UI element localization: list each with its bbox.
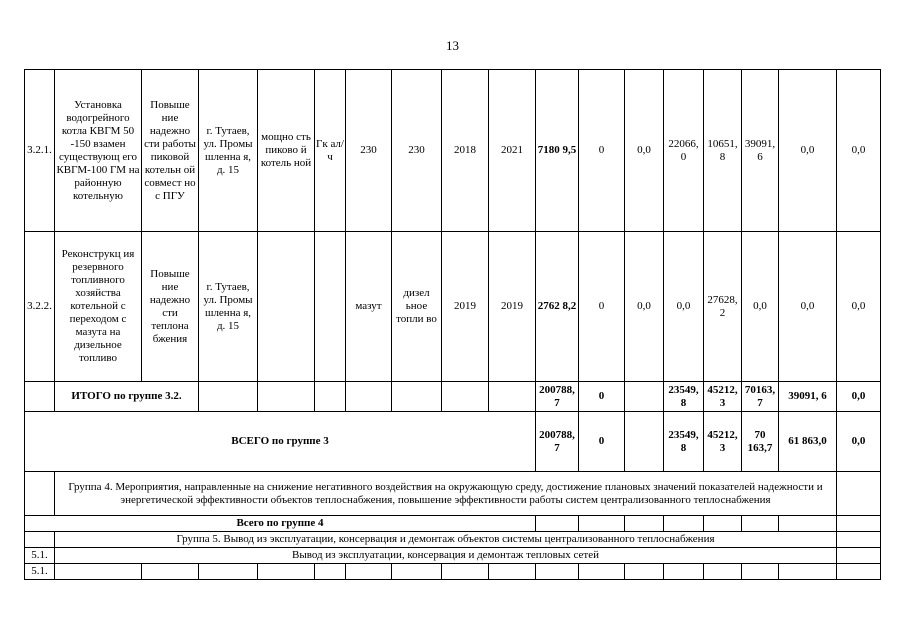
table-row [25,548,881,564]
empty-cell [837,564,881,580]
group-5-heading-row [25,532,881,548]
empty-cell [664,564,704,580]
cost-total: 200788, 7 [536,382,579,412]
group-4-heading-row [25,472,881,516]
total-label: ИТОГО по группе 3.2. [55,382,199,412]
cost-v1: 0 [579,232,625,382]
empty-cell [837,472,881,516]
cost-v5: 39091, 6 [742,70,779,232]
empty-cell [579,564,625,580]
cost-v4: 45212, 3 [704,412,742,472]
empty-cell [704,516,742,532]
cost-v5: 0,0 [742,232,779,382]
unit: Гк ал/ ч [315,70,346,232]
cost-v2: 0,0 [625,232,664,382]
cost-v2: 0,0 [625,70,664,232]
empty-cell [664,516,704,532]
measure-name: Установка водогрейного котла КВГМ 50 -150 взамен существующ его КВГМ-100 ГМ на районную котельную [55,70,142,232]
cost-v7: 0,0 [837,382,881,412]
row-number: 5.1. [25,564,55,580]
table-row [25,70,881,232]
table-row [25,232,881,382]
empty-cell [625,516,664,532]
investment-table [24,69,881,580]
group-3-2-total-row [25,382,881,412]
row-number [25,532,55,548]
empty-cell [199,564,258,580]
year-start: 2019 [442,232,489,382]
cost-v5: 70163, 7 [742,382,779,412]
measure-goal: Повыше ние надежно сти работы пиковой котельн ой совмест но с ПГУ [142,70,199,232]
empty-cell [579,516,625,532]
cost-v6: 39091, 6 [779,382,837,412]
year-end: 2019 [489,232,536,382]
cost-v6: 61 863,0 [779,412,837,472]
cost-v1: 0 [579,412,625,472]
measure-goal: Повыше ние надежно сти теплона бжения [142,232,199,382]
empty-cell [392,564,442,580]
cost-v4: 27628, 2 [704,232,742,382]
cost-v6: 0,0 [779,70,837,232]
empty-cell [258,382,315,412]
empty-cell [625,564,664,580]
table-row [25,564,881,580]
group-4-heading: Группа 4. Мероприятия, направленные на снижение негативного воздействия на окружающую среду, достижение плановых значений показателей надежности и энергетической эффективности объектов теплоснабжения, повышение эффективности работы систем централизованного теплоснабжения [55,472,837,516]
cost-v2 [625,382,664,412]
cost-v5: 70 163,7 [742,412,779,472]
cost-v7: 0,0 [837,70,881,232]
value-after: 230 [392,70,442,232]
object-address: г. Тутаев, ул. Промы шленна я, д. 15 [199,232,258,382]
empty-cell [346,382,392,412]
year-start: 2018 [442,70,489,232]
group-4-total-row [25,516,881,532]
cost-v3: 23549, 8 [664,412,704,472]
row-number: 3.2.1. [25,70,55,232]
group-5-heading: Группа 5. Вывод из эксплуатации, консервация и демонтаж объектов системы централизованного теплоснабжения [55,532,837,548]
empty-cell [315,564,346,580]
cost-v6: 0,0 [779,232,837,382]
row-number: 5.1. [25,548,55,564]
empty-cell [442,382,489,412]
empty-cell [536,564,579,580]
empty-cell [55,564,142,580]
value-before: мазут [346,232,392,382]
indicator-name: мощно сть пиково й котель ной [258,70,315,232]
cost-v3: 0,0 [664,232,704,382]
empty-cell [199,382,258,412]
empty-cell [142,564,199,580]
year-end: 2021 [489,70,536,232]
cost-v4: 45212, 3 [704,382,742,412]
cost-v4: 10651, 8 [704,70,742,232]
empty-cell [489,382,536,412]
cost-total: 200788, 7 [536,412,579,472]
cost-v3: 23549, 8 [664,382,704,412]
value-after: дизел ьное топли во [392,232,442,382]
empty-cell [779,564,837,580]
empty-cell [258,564,315,580]
total-label: ВСЕГО по группе 3 [25,412,536,472]
row-number [25,472,55,516]
indicator-name [258,232,315,382]
measure-name: Реконструкц ия резервного топливного хозяйства котельной с переходом с мазута на дизельное топливо [55,232,142,382]
empty-cell [742,564,779,580]
cost-v1: 0 [579,70,625,232]
object-address: г. Тутаев, ул. Промы шленна я, д. 15 [199,70,258,232]
cost-v2 [625,412,664,472]
cost-v7: 0,0 [837,232,881,382]
empty-cell [742,516,779,532]
cost-v3: 22066, 0 [664,70,704,232]
row-number: 3.2.2. [25,232,55,382]
cost-v1: 0 [579,382,625,412]
page-number: 13 [446,38,459,53]
unit [315,232,346,382]
value-before: 230 [346,70,392,232]
empty-cell [837,516,881,532]
empty-cell [346,564,392,580]
empty-cell [315,382,346,412]
empty-cell [704,564,742,580]
empty-cell [837,548,881,564]
empty-cell [489,564,536,580]
cost-v7: 0,0 [837,412,881,472]
row-text: Вывод из эксплуатации, консервация и демонтаж тепловых сетей [55,548,837,564]
cost-total: 2762 8,2 [536,232,579,382]
cost-total: 7180 9,5 [536,70,579,232]
total-label: Всего по группе 4 [25,516,536,532]
empty-cell [392,382,442,412]
empty-cell [779,516,837,532]
row-number [25,382,55,412]
empty-cell [442,564,489,580]
empty-cell [837,532,881,548]
group-3-total-row [25,412,881,472]
empty-cell [536,516,579,532]
